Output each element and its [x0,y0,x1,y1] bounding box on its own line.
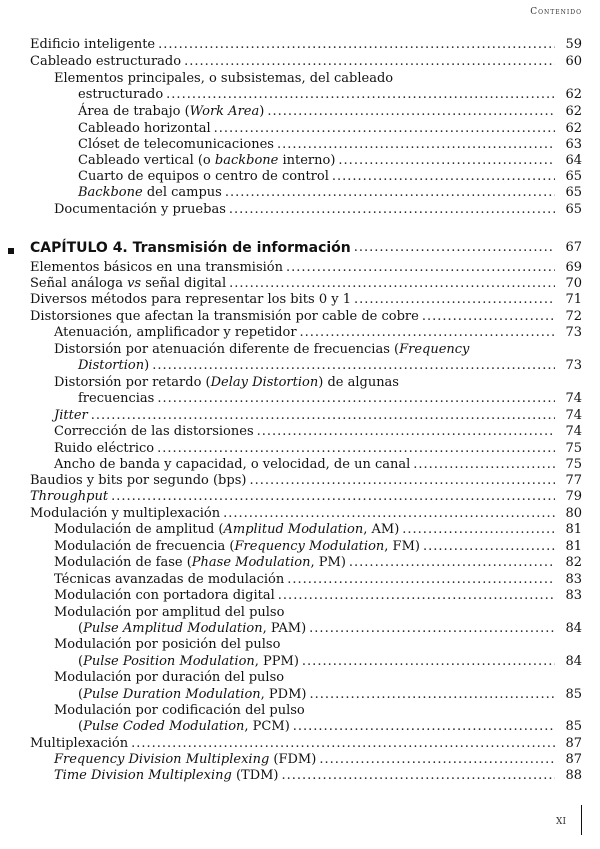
toc-entry-title: Cuarto de equipos o centro de control [78,169,329,184]
toc-page: 87 [565,736,582,751]
toc-entry[interactable] [78,153,582,169]
toc-page: 59 [565,37,582,52]
toc-page: 87 [565,752,582,767]
toc-entry-suffix: , PCM) [244,719,290,734]
toc-entry-suffix: ) [144,358,150,373]
toc-entry-title: Señal análoga [30,276,128,291]
toc-entry-italic: Time Division Multiplexing [54,768,232,783]
toc-page: 81 [565,539,582,554]
toc-entry-italic: Amplitud Modulation [223,522,364,537]
toc-page: 84 [565,654,582,669]
toc-entry-title: Distorsión por retardo ( [54,375,211,390]
toc-page: 62 [565,104,582,119]
toc-entry-italic: Delay Distortion [210,375,319,390]
toc-entry[interactable] [54,539,582,555]
toc-page: 82 [565,555,582,570]
toc-entry[interactable] [78,358,582,374]
toc-page: 73 [565,358,582,373]
toc-entry[interactable] [78,719,582,735]
toc-entry[interactable] [54,408,582,424]
toc-entry-italic: vs [127,276,142,291]
toc-page: 74 [565,408,582,423]
toc-entry[interactable] [30,736,582,752]
toc-entry-title: Distorsiones que afectan la transmisión por cable de cobre [30,309,419,324]
toc-entry-prefix: ( [78,621,84,636]
page-number: XI [556,817,566,827]
toc-entry-title: Distorsión por atenuación diferente de frecuencias ( [54,342,400,357]
toc-entry-italic: Frequency Modulation [234,539,385,554]
toc-entry-suffix: señal digital [141,276,227,291]
toc-entry-title: Modulación de frecuencia ( [54,539,235,554]
toc-entry-suffix: (TDM) [231,768,279,783]
toc-entry-italic: Frequency Division Multiplexing [54,752,270,767]
chapter-title: CAPÍTULO 4. Transmisión de información [30,240,351,256]
toc-entry-title: Técnicas avanzadas de modulación [54,572,285,587]
toc-page: 60 [565,54,582,69]
toc-page: 71 [565,292,582,307]
toc-entry[interactable] [78,621,582,637]
toc-entry[interactable] [54,424,582,440]
toc-entry-title: Atenuación, amplificador y repetidor [54,325,297,340]
toc-page: 81 [565,522,582,537]
toc-entry-title: Ruido eléctrico [54,441,155,456]
toc-entry[interactable] [78,104,582,120]
toc-entry[interactable] [78,169,582,185]
running-header: Contenido [530,7,582,17]
toc-entry-suffix: interno) [278,153,336,168]
toc-entry[interactable] [54,572,582,588]
toc-entry-first-line [54,375,399,391]
toc-entry[interactable] [54,202,582,218]
toc-entry-title: Clóset de telecomunicaciones [78,137,274,152]
toc-page: 64 [565,153,582,168]
toc-entry-title: Modulación de fase ( [54,555,192,570]
toc-entry-suffix: , FM) [384,539,420,554]
toc-page: 70 [565,276,582,291]
toc-page: 67 [565,240,582,255]
toc-entry-title: Multiplexación [30,736,129,751]
toc-entry-title: Modulación con portadora digital [54,588,275,603]
toc-entry-title: del campus [142,185,222,200]
toc-chapter[interactable] [30,240,582,256]
toc-entry-italic: backbone [214,153,279,168]
toc-entry-title: Modulación por posición del pulso [54,637,281,652]
toc-entry-suffix: (FDM) [269,752,317,767]
toc-page: 85 [565,719,582,734]
toc-entry[interactable] [54,522,582,538]
toc-entry-first-line [54,342,469,358]
toc-entry-title: Baudios y bits por segundo (bps) [30,473,247,488]
toc-entry-title: Cableado vertical (o [78,153,215,168]
toc-entry-title: Corrección de las distorsiones [54,424,254,439]
toc-entry[interactable] [30,292,582,308]
footer-rule [581,805,582,835]
toc-page: 75 [565,441,582,456]
toc-entry[interactable] [54,457,582,473]
toc-entry[interactable] [78,185,582,201]
toc-page: 73 [565,325,582,340]
toc-page: 62 [565,87,582,102]
toc-entry[interactable] [54,768,582,784]
toc-entry[interactable] [78,87,582,103]
toc-page: 79 [565,489,582,504]
toc-entry-title: Edificio inteligente [30,37,156,52]
toc-entry[interactable] [30,309,582,325]
toc-entry-prefix: ( [78,687,84,702]
toc-entry-title: Modulación por duración del pulso [54,670,285,685]
toc-entry-italic: Pulse Coded Modulation [83,719,245,734]
toc-entry-italic: Phase Modulation [191,555,311,570]
chapter-bullet-icon [8,248,14,254]
toc-entry[interactable] [78,391,582,407]
toc-entry[interactable] [30,54,582,70]
toc-entry-title: Modulación por amplitud del pulso [54,605,285,620]
toc-entry[interactable] [78,137,582,153]
toc-page: 65 [565,202,582,217]
toc-entry-italic: Distortion [78,358,145,373]
toc-entry-suffix: ) [259,104,265,119]
toc-entry-title: frecuencias [78,391,155,406]
toc-entry-title: Documentación y pruebas [54,202,226,217]
toc-entry[interactable] [30,473,582,489]
toc-entry-title: Cableado estructurado [30,54,182,69]
toc-page: 77 [565,473,582,488]
toc-page: 65 [565,185,582,200]
toc-entry[interactable] [54,325,582,341]
toc-entry-title: estructurado [78,87,164,102]
toc-entry-title: Cableado horizontal [78,121,211,136]
toc-entry-title: Modulación de amplitud ( [54,522,224,537]
toc-entry-italic: Backbone [78,185,143,200]
toc-entry[interactable] [54,588,582,604]
toc-page: 63 [565,137,582,152]
toc-entry[interactable] [30,489,582,505]
toc-entry[interactable] [30,276,582,292]
toc-entry-prefix: ( [78,654,84,669]
toc-entry[interactable] [30,37,582,53]
toc-entry-title: Área de trabajo ( [78,104,190,119]
toc-entry-italic: Jitter [54,408,88,423]
toc-page: 83 [565,588,582,603]
toc-entry-title: Modulación y multiplexación [30,506,221,521]
toc-entry-title: Diversos métodos para representar los bits 0 y 1 [30,292,351,307]
toc-page: 84 [565,621,582,636]
toc-page: 72 [565,309,582,324]
toc-page: 75 [565,457,582,472]
toc-entry-prefix: ( [78,719,84,734]
toc-page: 85 [565,687,582,702]
toc-entry-italic: Frequency [399,342,470,357]
toc-entry-italic: Work Area [189,104,260,119]
toc-entry-suffix: , PM) [310,555,346,570]
toc-entry[interactable] [30,260,582,276]
toc-entry-italic: Pulse Duration Modulation [83,687,261,702]
toc-entry-title: Ancho de banda y capacidad, o velocidad, de un canal [54,457,411,472]
toc-entry-italic: Pulse Amplitud Modulation [83,621,263,636]
toc-page: 65 [565,169,582,184]
toc-entry-suffix: , PPM) [254,654,299,669]
toc-page: 74 [565,391,582,406]
toc-entry[interactable] [30,506,582,522]
toc-entry-suffix: , AM) [363,522,400,537]
toc-entry-suffix: , PAM) [262,621,307,636]
toc-entry[interactable] [78,654,582,670]
toc-page: 69 [565,260,582,275]
toc-page: 83 [565,572,582,587]
toc-entry[interactable] [54,752,582,768]
toc-entry-suffix: ) de algunas [318,375,399,390]
toc-entry[interactable] [78,121,582,137]
toc-page: 88 [565,768,582,783]
toc-page: 62 [565,121,582,136]
toc-page: 74 [565,424,582,439]
toc-entry-title: Modulación por codificación del pulso [54,703,305,718]
toc-entry-italic: Pulse Position Modulation [83,654,255,669]
toc-page: 80 [565,506,582,521]
toc-entry-italic: Throughput [30,489,109,504]
toc-entry[interactable] [54,555,582,571]
toc-entry[interactable] [54,441,582,457]
toc-entry-suffix: , PDM) [260,687,307,702]
toc-entry-title: Elementos principales, o subsistemas, del cableado [54,71,394,86]
toc-entry-title: Elementos básicos en una transmisión [30,260,283,275]
toc-entry[interactable] [78,687,582,703]
